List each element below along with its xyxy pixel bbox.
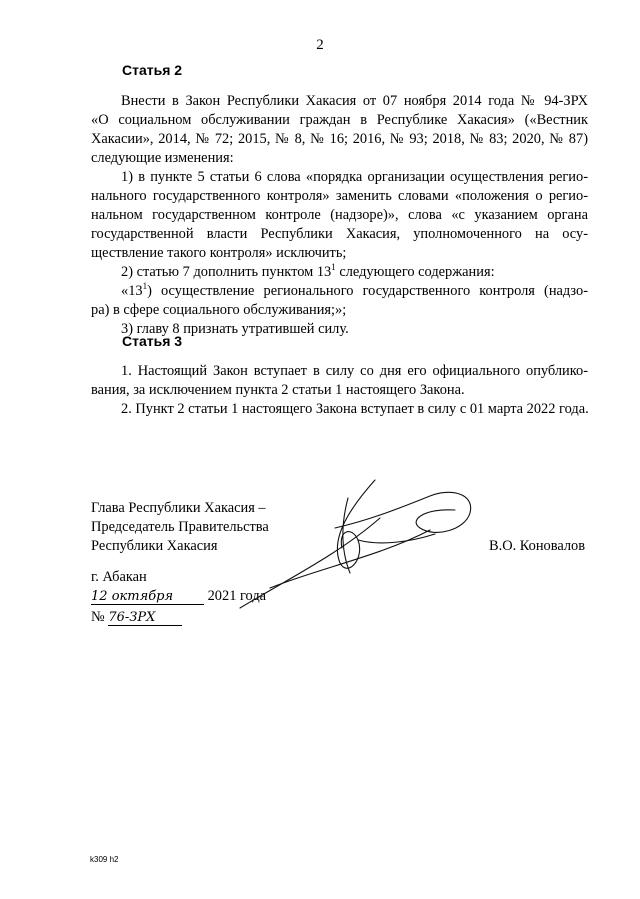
article-2-item-2 bbox=[121, 263, 495, 282]
page-number: 2 bbox=[316, 37, 324, 53]
article-2-line: ществление такого контроля» исключить; bbox=[91, 245, 347, 261]
footer-code: k309 h2 bbox=[90, 855, 119, 864]
article-3-line: вания, за исключением пункта 2 статьи 1 настоящего Закона. bbox=[91, 382, 465, 398]
signatory-title-line: Председатель Правительства bbox=[91, 519, 269, 535]
article-2-line: следующие изменения: bbox=[91, 150, 234, 166]
article-2-line: «О социальном обслуживании граждан в Республике Хакасия» («Вестник bbox=[91, 112, 588, 128]
item-2-text-end: следующего содержания: bbox=[335, 264, 495, 280]
date-handwritten bbox=[91, 589, 204, 605]
article-2-quote bbox=[121, 282, 588, 301]
law-number-handwritten: 76-ЗРХ bbox=[108, 610, 182, 626]
article-3-heading: Статья 3 bbox=[122, 333, 183, 349]
article-2-line: нальном государственном контроле (надзоре)», слова «с указанием органа bbox=[91, 207, 588, 223]
date-year: 2021 года bbox=[207, 588, 267, 604]
place-label: г. Абакан bbox=[91, 569, 147, 585]
article-2-line: государственной власти Республики Хакасия, уполномоченного на осу- bbox=[91, 226, 588, 242]
signatory-title-line: Республики Хакасия bbox=[91, 538, 218, 554]
article-2-line: нального государственного контроля» заменить словами «положения о регио- bbox=[91, 188, 588, 204]
article-2-item-3: 3) главу 8 признать утратившей силу. bbox=[121, 321, 349, 337]
article-2-line: Внести в Закон Республики Хакасия от 07 ноября 2014 года № 94-ЗРХ bbox=[121, 93, 588, 109]
date-day: 12 bbox=[91, 589, 108, 604]
quote-open: «13 bbox=[121, 283, 143, 299]
number-sign: № bbox=[91, 609, 105, 625]
article-2-line: Хакасии», 2014, № 72; 2015, № 8, № 16; 2016, № 93; 2018, № 83; 2020, № 87) bbox=[91, 131, 588, 147]
article-3-item-2: 2. Пункт 2 статьи 1 настоящего Закона вступает в силу с 01 марта 2022 года. bbox=[121, 401, 589, 417]
handwritten-signature bbox=[230, 468, 500, 613]
signatory-title-line: Глава Республики Хакасия – bbox=[91, 500, 266, 516]
item-2-superscript: 1 bbox=[331, 262, 336, 272]
law-number-line bbox=[91, 609, 182, 626]
date-month: октября bbox=[111, 589, 174, 604]
article-2-heading: Статья 2 bbox=[122, 62, 183, 78]
date-line bbox=[91, 588, 266, 605]
item-2-text: 2) статью 7 дополнить пунктом 13 bbox=[121, 264, 332, 280]
article-2-quote-end: ра) в сфере социального обслуживания;»; bbox=[91, 302, 347, 318]
article-3-item-1: 1. Настоящий Закон вступает в силу со дня его официального опублико- bbox=[121, 363, 588, 379]
quote-superscript: 1 bbox=[142, 281, 148, 291]
signatory-name: В.О. Коновалов bbox=[489, 538, 586, 554]
quote-text: ) осуществление регионального государственного контроля (надзо- bbox=[147, 283, 588, 299]
article-2-item-1: 1) в пункте 5 статьи 6 слова «порядка организации осуществления регио- bbox=[121, 169, 588, 185]
